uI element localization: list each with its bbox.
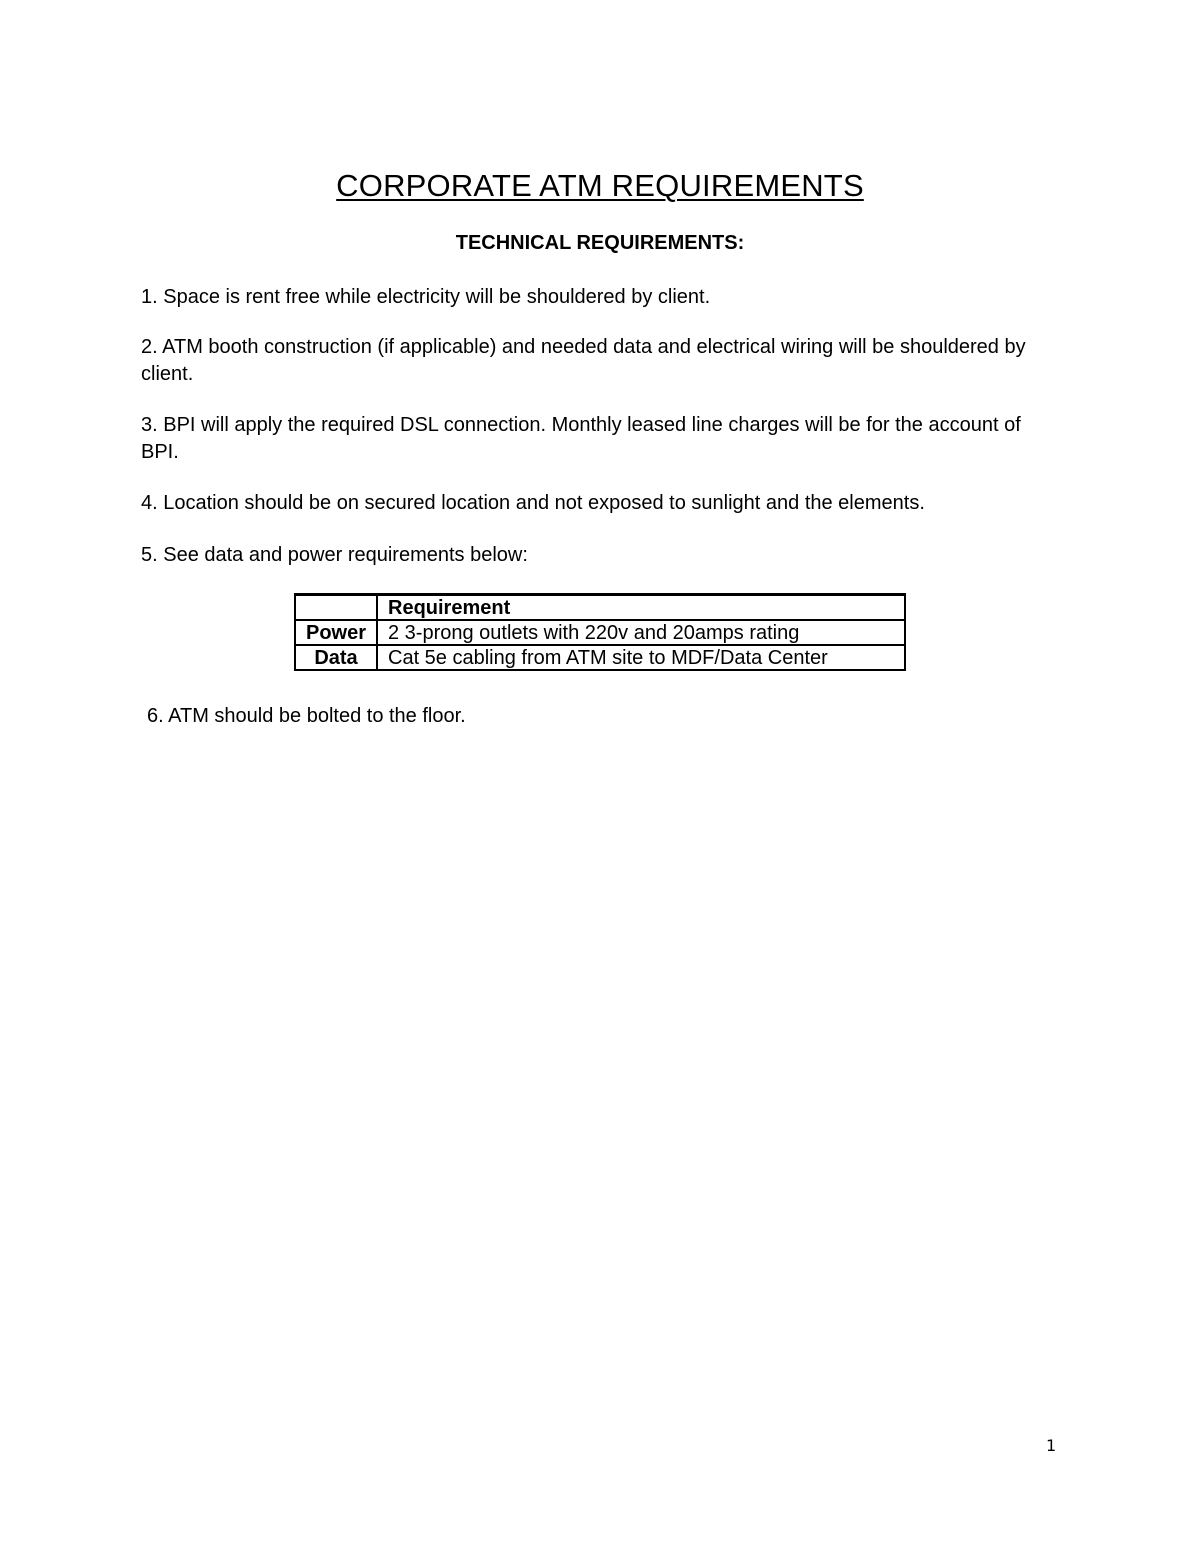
page-number: 1 <box>1046 1436 1057 1455</box>
requirement-item-4: 4. Location should be on secured location and not exposed to sunlight and the elements. <box>141 492 925 514</box>
requirement-item-2: 2. ATM booth construction (if applicable) and needed data and electrical wiring will be shouldered by client. <box>141 336 1026 385</box>
table-header-cell: Requirement <box>377 595 905 621</box>
table-row <box>295 620 905 645</box>
table-row <box>295 645 905 670</box>
table-row-label: Power <box>295 620 377 645</box>
table-row-label: Data <box>295 645 377 670</box>
requirement-item-1: 1. Space is rent free while electricity will be shouldered by client. <box>141 286 711 308</box>
table-cell: 2 3-prong outlets with 220v and 20amps rating <box>377 620 905 645</box>
requirements-table <box>294 593 906 671</box>
document-title: CORPORATE ATM REQUIREMENTS <box>336 168 864 203</box>
requirement-item-6: 6. ATM should be bolted to the floor. <box>147 705 466 727</box>
table-header-row <box>295 595 905 621</box>
table-cell: Cat 5e cabling from ATM site to MDF/Data Center <box>377 645 905 670</box>
table-header-cell <box>295 595 377 621</box>
section-heading: TECHNICAL REQUIREMENTS: <box>455 232 745 254</box>
requirement-item-3: 3. BPI will apply the required DSL connection. Monthly leased line charges will be for the account of BPI. <box>141 414 1021 463</box>
requirement-item-5: 5. See data and power requirements below: <box>141 544 528 566</box>
